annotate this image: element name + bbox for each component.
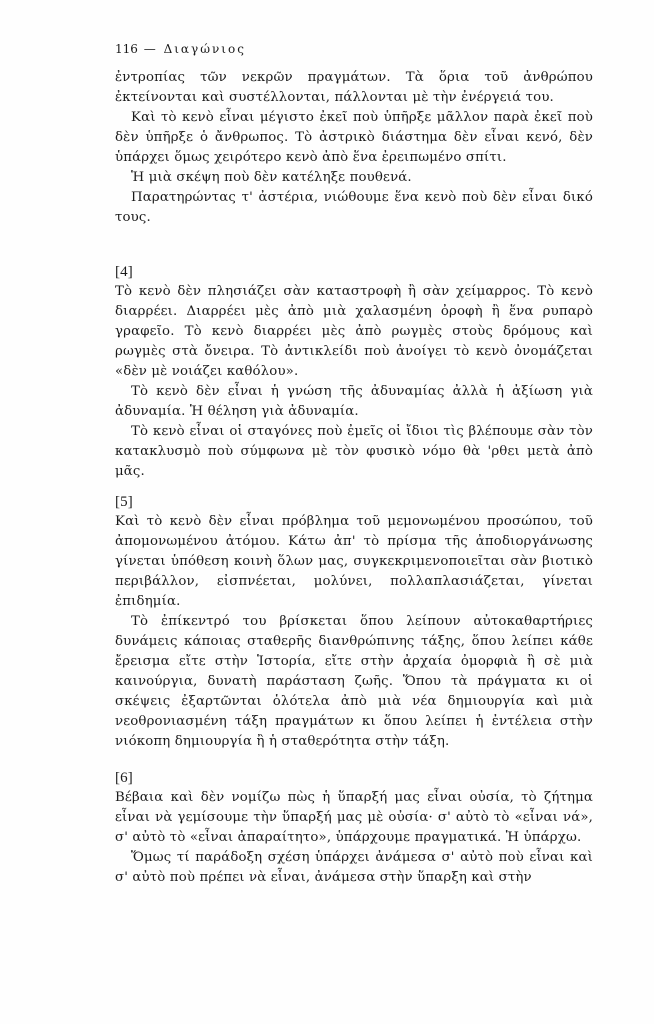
section-4	[115, 262, 593, 482]
page-number: 116	[115, 42, 138, 56]
intro-paragraph-2: Καὶ τὸ κενὸ εἶναι μέγιστο ἐκεῖ ποὺ ὑπῆρξε μᾶλλον παρὰ ἐκεῖ ποὺ δὲν ὑπῆρξε ὁ ἄνθρωπος. Τὸ ἀστρικὸ διάστημα δὲν εἶναι κενό, δὲν ὑπάρχει ὅμως χειρότερο κενὸ ἀπὸ ἕνα ἐρειπωμένο σπίτι.	[115, 110, 593, 165]
section-6-paragraph-1: Βέβαια καὶ δὲν νομίζω πὼς ἡ ὕπαρξή μας εἶναι οὐσία, τὸ ζήτημα εἶναι νὰ γεμίσουμε τὴν ὕπαρξή μας μὲ οὐσία· σ' αὐτὸ τὸ «εἶναι νά», σ' αὐτὸ τὸ «εἶναι ἀπαραίτητο», ὑπάρχουμε πραγματικά. Ἡ ὑπάρχω.	[115, 790, 593, 845]
section-number: [5]	[115, 494, 133, 510]
section-number: [4]	[115, 264, 133, 280]
section-4-paragraph-2: Τὸ κενὸ δὲν εἶναι ἡ γνώση τῆς ἀδυναμίας ἀλλὰ ἡ ἀξίωση γιὰ ἀδυναμία. Ἡ θέληση γιὰ ἀδυναμία.	[115, 384, 593, 419]
section-5-paragraph-2: Τὸ ἐπίκεντρό του βρίσκεται ὅπου λείπουν αὐτοκαθαρτήριες δυνάμεις κάποιας σταθερῆς διανθρώπινης τάξης, ὅπου λείπει κάθε ἔρεισμα εἴτε στὴν Ἱστορία, εἴτε στὴν ἀρχαία ὀμορφιὰ ἢ σὲ μιὰ καινούργια, δυνατὴ παράσταση ζωῆς. Ὅπου τὰ πράγματα κι οἱ σκέψεις ἐξαρτῶνται ὁλότελα ἀπὸ μιὰ νέα δημιουργία καὶ μιὰ νεοθρονιασμένη τάξη πραγμάτων κι ὅπου λείπει ἡ ἐντέλεια στὴν νιόκοπη δημιουργία ἢ ἡ σταθερότητα στὴν τάξη.	[115, 614, 593, 749]
intro-text	[115, 68, 593, 228]
section-6	[115, 768, 593, 888]
section-6-paragraph-2: Ὅμως τί παράδοξη σχέση ὑπάρχει ἀνάμεσα σ' αὐτὸ ποὺ εἶναι καὶ σ' αὐτὸ ποὺ πρέπει νὰ εἶναι, ἀνάμεσα στὴν ὕπαρξη καὶ στὴν	[115, 850, 593, 885]
section-4-paragraph-1: Τὸ κενὸ δὲν πλησιάζει σὰν καταστροφὴ ἢ σὰν χείμαρρος. Τὸ κενὸ διαρρέει. Διαρρέει μὲς ἀπὸ μιὰ χαλασμένη ὀροφὴ ἢ ἕνα ρυπαρὸ γραφεῖο. Τὸ κενὸ διαρρέει μὲς ἀπὸ ρωγμὲς στοὺς δρόμους καὶ ρωγμὲς στὰ ὄνειρα. Τὸ ἀντικλείδι ποὺ ἀνοίγει τὸ κενὸ ὀνομάζεται «δὲν μὲ νοιάζει καθόλου».	[115, 284, 593, 379]
section-5-paragraph-1: Καὶ τὸ κενὸ δὲν εἶναι πρόβλημα τοῦ μεμονωμένου προσώπου, τοῦ ἀπομονωμένου ἀτόμου. Κάτω ἀπ' τὸ πρίσμα τῆς ἀποδιοργάνωσης γίνεται ὑπόθεση κοινὴ ὅλων μας, συγκεκριμενοποιεῖται σὰν βιοτικὸ περιβάλλον, εἰσπνέεται, μολύνει, πολλαπλασιάζεται, γίνεται ἐπιδημία.	[115, 514, 593, 609]
intro-paragraph-3: Ἡ μιὰ σκέψη ποὺ δὲν κατέληξε πουθενά.	[131, 170, 412, 185]
section-number: [6]	[115, 770, 133, 786]
header-dash: —	[143, 42, 158, 56]
intro-paragraph-4: Παρατηρώντας τ' ἀστέρια, νιώθουμε ἕνα κενὸ ποὺ δὲν εἶναι δικό τους.	[115, 190, 593, 225]
section-4-paragraph-3: Τὸ κενὸ εἶναι οἱ σταγόνες ποὺ ἐμεῖς οἱ ἴδιοι τὶς βλέπουμε σὰν τὸν κατακλυσμὸ ποὺ σύμφωνα μὲ τὸν φυσικὸ νόμο θὰ 'ρθει μετὰ ἀπὸ μᾶς.	[115, 424, 593, 479]
section-5	[115, 492, 593, 752]
running-header	[115, 42, 246, 56]
intro-paragraph-1: ἐντροπίας τῶν νεκρῶν πραγμάτων. Τὰ ὅρια τοῦ ἀνθρώπου ἐκτείνονται καὶ συστέλλονται, πάλλονται μὲ τὴν ἐνέργειά του.	[115, 70, 593, 105]
header-author: Διαγώνιος	[163, 42, 246, 56]
